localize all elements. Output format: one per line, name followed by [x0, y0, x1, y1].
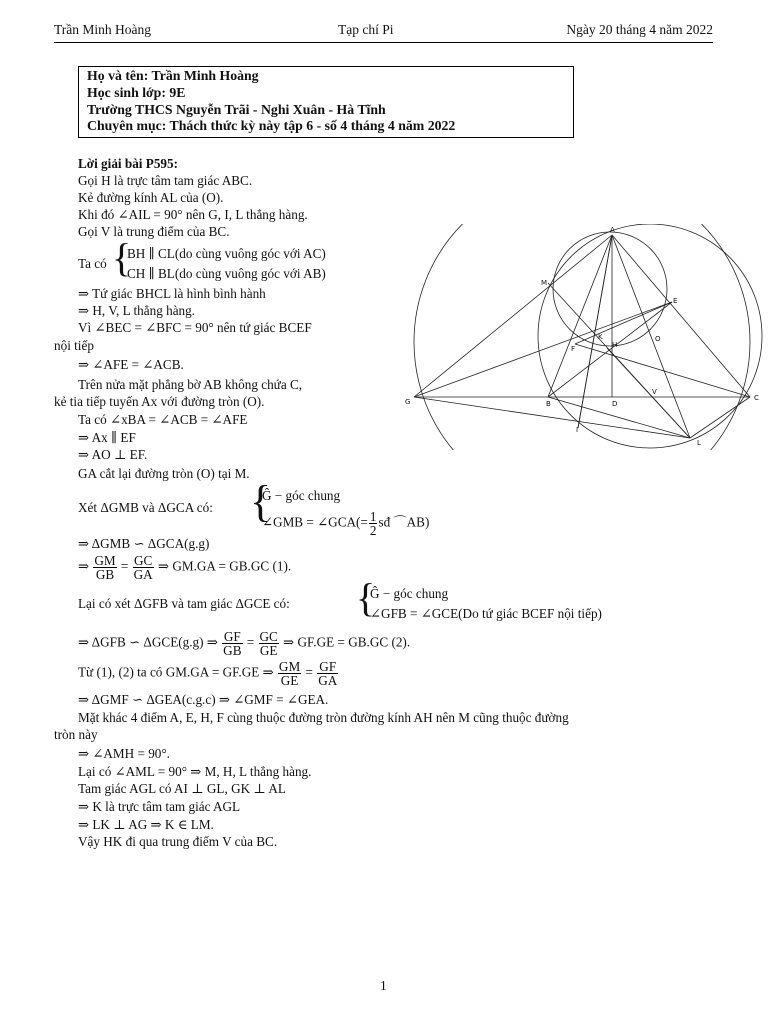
line-18: ⇒ $\frac{GM}{GB}$ = $\frac{GC}{GA}$ ⇒ GM.GA = GB.GC (1). [78, 553, 292, 582]
line-ga [414, 235, 612, 397]
header-journal: Tạp chí Pi [338, 22, 394, 37]
line-23b: tròn này [54, 727, 98, 742]
label-g: G [405, 398, 411, 406]
line-9: ⇒ ∠AFE = ∠ACB. [78, 357, 184, 372]
page-number: 1 [380, 978, 387, 993]
line-2: Kẻ đường kính AL của (O). [78, 190, 224, 205]
line-16b-tail: sđ ⌒AB) [378, 514, 430, 530]
info-section: Chuyên mục: Thách thức kỳ này tập 6 - số 4 tháng 4 năm 2022 [87, 118, 456, 134]
label-b: B [546, 400, 551, 408]
system-brace-3: { [356, 575, 376, 620]
line-19b: ∠GFB = ∠GCE(Do tứ giác BCEF nội tiếp) [370, 606, 602, 621]
line-19a: Ĝ − góc chung [370, 586, 449, 601]
system-brace-1: { [112, 235, 132, 280]
system-brace-2: { [250, 477, 272, 526]
header-date: Ngày 20 tháng 4 năm 2022 [566, 22, 713, 37]
line-11: kẻ tia tiếp tuyến Ax với đường tròn (O). [54, 394, 265, 409]
header-rule [54, 42, 713, 43]
line-1: Gọi H là trực tâm tam giác ABC. [78, 173, 253, 188]
geometry-figure [398, 224, 768, 450]
label-k: K [598, 333, 603, 341]
header-author: Trần Minh Hoàng [54, 22, 152, 37]
label-a: A [610, 226, 615, 234]
line-13: ⇒ Ax ∥ EF [78, 430, 136, 445]
line-26: Tam giác AGL có AI ⊥ GL, GK ⊥ AL [78, 781, 286, 796]
fraction-half: $\frac{1}{2}$ [369, 509, 377, 538]
line-21: Từ (1), (2) ta có GM.GA = GF.GE ⇒ $\frac{GM}{GE}$ = $\frac{GF}{GA}$ [78, 659, 338, 688]
line-7: ⇒ H, V, L thẳng hàng. [78, 303, 196, 318]
line-ac [612, 235, 750, 397]
label-o: O [655, 335, 661, 343]
line-14: ⇒ AO ⊥ EF. [78, 447, 148, 462]
line-16b [262, 510, 429, 537]
info-grade: Học sinh lớp: 9E [87, 84, 186, 100]
fraction-gf-ga: $\frac{GF}{GA}$ [318, 659, 338, 688]
line-16-prefix: Xét ΔGMB và ΔGCA có: [78, 500, 213, 515]
line-4: Gọi V là trung điểm của BC. [78, 224, 230, 239]
fraction-gm-ge: $\frac{GM}{GE}$ [278, 659, 301, 688]
info-name: Họ và tên: Trần Minh Hoàng [87, 68, 259, 83]
solution-title: Lời giải bài P595: [78, 156, 178, 171]
line-ge [414, 302, 672, 397]
line-i-a [578, 235, 612, 428]
label-c: C [754, 394, 759, 402]
line-cl [690, 397, 750, 438]
fraction-gm-gb: $\frac{GM}{GB}$ [94, 553, 116, 582]
author-info-box [78, 66, 574, 138]
label-f: F [571, 345, 576, 353]
line-22: ⇒ ΔGMF ∽ ΔGEA(c.g.c) ⇒ ∠GMF = ∠GEA. [78, 692, 329, 707]
line-16a: Ĝ − góc chung [262, 488, 341, 503]
line-29: Vậy HK đi qua trung điểm V của BC. [78, 834, 278, 849]
line-23: Mặt khác 4 điểm A, E, H, F cùng thuộc đường tròn đường kính AH nên M cũng thuộc đường [78, 710, 569, 725]
line-cf [575, 344, 750, 397]
line-8: Vì ∠BEC = ∠BFC = 90° nên tứ giác BCEF [78, 320, 312, 335]
info-school: Trường THCS Nguyễn Trãi - Nghi Xuân - Hà Tĩnh [87, 101, 386, 117]
label-h: H [612, 341, 618, 349]
fraction-gc-ga: $\frac{GC}{GA}$ [133, 553, 153, 582]
line-5a: BH ∥ CL(do cùng vuông góc với AC) [127, 246, 326, 261]
line-8b: nội tiếp [54, 338, 94, 353]
label-v: V [652, 388, 657, 396]
fraction-gf-gb: $\frac{GF}{GB}$ [223, 629, 242, 658]
line-12: Ta có ∠xBA = ∠ACB = ∠AFE [78, 412, 248, 427]
label-e: E [673, 297, 678, 305]
fraction-gc-ge: $\frac{GC}{GE}$ [259, 629, 278, 658]
line-20: ⇒ ΔGFB ∽ ΔGCE(g.g) ⇒ $\frac{GF}{GB}$ = $\frac{GC}{GE}$ ⇒ GF.GE = GB.GC (2). [78, 629, 411, 658]
line-al [612, 235, 690, 438]
line-5b: CH ∥ BL(do cùng vuông góc với AB) [127, 266, 326, 281]
circumcircle-o [414, 224, 750, 450]
line-bl [548, 397, 690, 438]
line-17: ⇒ ΔGMB ∽ ΔGCA(g.g) [78, 536, 210, 551]
label-i: I [576, 426, 579, 434]
label-d: D [612, 400, 618, 408]
line-5-prefix: Ta có [78, 256, 107, 271]
circle-diameter-al [538, 224, 762, 448]
line-15: GA cắt lại đường tròn (O) tại M. [78, 466, 250, 481]
line-27: ⇒ K là trực tâm tam giác AGL [78, 799, 241, 814]
line-16b-text: ∠GMB = ∠GCA(= [262, 514, 368, 530]
line-hl [607, 348, 690, 438]
line-24: ⇒ ∠AMH = 90°. [78, 746, 170, 761]
line-3: Khi đó ∠AIL = 90° nên G, I, L thẳng hàng. [78, 207, 308, 222]
line-6: ⇒ Tứ giác BHCL là hình bình hành [78, 286, 266, 301]
label-l: L [697, 439, 701, 447]
line-19-prefix: Lại có xét ΔGFB và tam giác ΔGCE có: [78, 596, 290, 611]
label-m: M [541, 279, 548, 287]
line-10: Trên nửa mặt phẳng bờ AB không chứa C, [78, 377, 303, 392]
line-25: Lại có ∠AML = 90° ⇒ M, H, L thẳng hàng. [78, 764, 312, 779]
line-gl [414, 397, 690, 438]
line-28: ⇒ LK ⊥ AG ⇒ K ∈ LM. [78, 817, 214, 832]
